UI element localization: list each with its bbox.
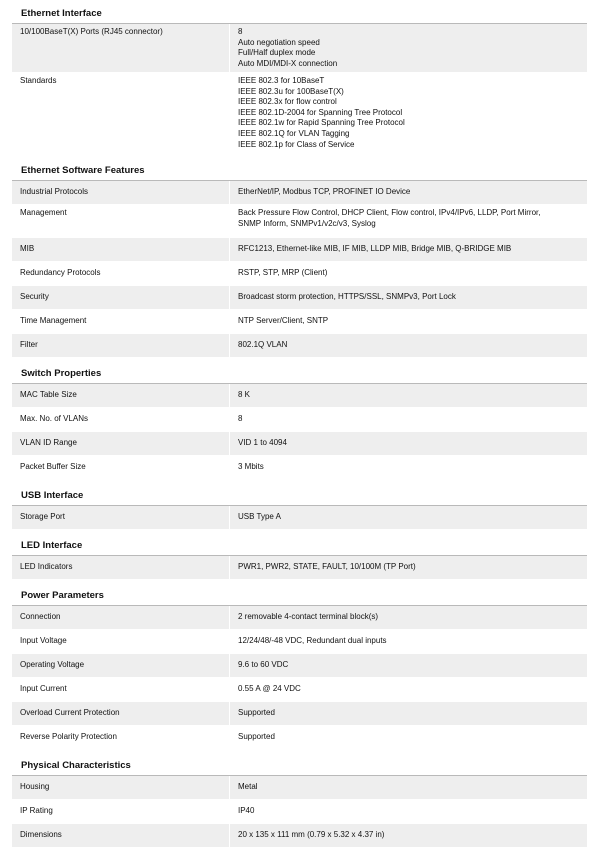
spec-section xyxy=(12,486,587,536)
spec-row xyxy=(12,506,587,530)
spec-section xyxy=(12,4,587,161)
spec-row xyxy=(12,776,587,800)
spec-value: Metal xyxy=(230,776,587,799)
section-title: Power Parameters xyxy=(12,586,587,606)
spec-label: Operating Voltage xyxy=(12,654,229,677)
spec-value: RSTP, STP, MRP (Client) xyxy=(230,262,587,285)
spec-row xyxy=(12,556,587,580)
spec-value: VID 1 to 4094 xyxy=(230,432,587,455)
spec-label: Reverse Polarity Protection xyxy=(12,726,229,749)
spec-row xyxy=(12,205,587,238)
spec-value: 20 x 135 x 111 mm (0.79 x 5.32 x 4.37 in) xyxy=(230,824,587,847)
spec-value: RFC1213, Ethernet-like MIB, IF MIB, LLDP MIB, Bridge MIB, Q-BRIDGE MIB xyxy=(230,238,587,261)
spec-row xyxy=(12,286,587,310)
spec-value: PWR1, PWR2, STATE, FAULT, 10/100M (TP Port) xyxy=(230,556,587,579)
spec-row xyxy=(12,24,587,73)
spec-section xyxy=(12,161,587,364)
spec-label: Overload Current Protection xyxy=(12,702,229,725)
spec-row xyxy=(12,630,587,654)
spec-value: IEEE 802.3 for 10BaseT IEEE 802.3u for 100BaseT(X) IEEE 802.3x for flow control IEEE 802.1D-2004 for Spanning Tree Protocol IEEE 802.1w for Rapid Spanning Tree Protocol IEEE 802.1Q for VLAN Tagging IEEE 802.1p for Class of Service xyxy=(230,73,587,154)
spec-row xyxy=(12,432,587,456)
spec-label: Dimensions xyxy=(12,824,229,847)
spec-value: 12/24/48/-48 VDC, Redundant dual inputs xyxy=(230,630,587,653)
spec-value: USB Type A xyxy=(230,506,587,529)
section-title: USB Interface xyxy=(12,486,587,506)
spec-row xyxy=(12,310,587,334)
spec-section xyxy=(12,756,587,848)
spec-section xyxy=(12,586,587,756)
section-title: Ethernet Interface xyxy=(12,4,587,24)
spec-value: 8 Auto negotiation speed Full/Half duplex mode Auto MDI/MDI-X connection xyxy=(230,24,587,72)
spec-label: Industrial Protocols xyxy=(12,181,229,204)
spec-value: 3 Mbits xyxy=(230,456,587,479)
spec-row xyxy=(12,334,587,358)
spec-value: Broadcast storm protection, HTTPS/SSL, SNMPv3, Port Lock xyxy=(230,286,587,309)
spec-section xyxy=(12,536,587,586)
spec-label: MAC Table Size xyxy=(12,384,229,407)
spec-row xyxy=(12,73,587,155)
spec-value: 8 xyxy=(230,408,587,431)
spec-row xyxy=(12,726,587,750)
spec-label: Max. No. of VLANs xyxy=(12,408,229,431)
spec-label: Security xyxy=(12,286,229,309)
spec-row xyxy=(12,456,587,480)
spec-row xyxy=(12,702,587,726)
spec-label: LED Indicators xyxy=(12,556,229,579)
spec-row xyxy=(12,181,587,205)
spec-label: Packet Buffer Size xyxy=(12,456,229,479)
spec-row xyxy=(12,262,587,286)
spec-value: 2 removable 4-contact terminal block(s) xyxy=(230,606,587,629)
spec-label: Input Current xyxy=(12,678,229,701)
spec-row xyxy=(12,678,587,702)
spec-label: IP Rating xyxy=(12,800,229,823)
spec-label: Storage Port xyxy=(12,506,229,529)
spec-label: Filter xyxy=(12,334,229,357)
section-title: LED Interface xyxy=(12,536,587,556)
spec-label: Management xyxy=(12,205,229,237)
spec-row xyxy=(12,408,587,432)
spec-label: Standards xyxy=(12,73,229,154)
spec-row xyxy=(12,238,587,262)
spec-row xyxy=(12,654,587,678)
spec-value: 802.1Q VLAN xyxy=(230,334,587,357)
spec-label: Input Voltage xyxy=(12,630,229,653)
spec-row xyxy=(12,384,587,408)
spec-value: 0.55 A @ 24 VDC xyxy=(230,678,587,701)
section-title: Switch Properties xyxy=(12,364,587,384)
spec-value: 9.6 to 60 VDC xyxy=(230,654,587,677)
section-title: Physical Characteristics xyxy=(12,756,587,776)
spec-value: Supported xyxy=(230,726,587,749)
spec-value: 8 K xyxy=(230,384,587,407)
spec-label: Time Management xyxy=(12,310,229,333)
spec-sheet xyxy=(12,4,587,848)
spec-row xyxy=(12,800,587,824)
spec-label: VLAN ID Range xyxy=(12,432,229,455)
spec-label: Housing xyxy=(12,776,229,799)
spec-value: EtherNet/IP, Modbus TCP, PROFINET IO Device xyxy=(230,181,587,204)
spec-label: MIB xyxy=(12,238,229,261)
spec-label: Redundancy Protocols xyxy=(12,262,229,285)
spec-value: Back Pressure Flow Control, DHCP Client, Flow control, IPv4/IPv6, LLDP, Port Mirror, SNMP Inform, SNMPv1/v2c/v3, Syslog xyxy=(230,205,587,237)
spec-value: NTP Server/Client, SNTP xyxy=(230,310,587,333)
spec-row xyxy=(12,606,587,630)
section-title: Ethernet Software Features xyxy=(12,161,587,181)
spec-value: Supported xyxy=(230,702,587,725)
spec-label: Connection xyxy=(12,606,229,629)
spec-row xyxy=(12,824,587,848)
spec-value: IP40 xyxy=(230,800,587,823)
spec-label: 10/100BaseT(X) Ports (RJ45 connector) xyxy=(12,24,229,72)
spec-section xyxy=(12,364,587,486)
